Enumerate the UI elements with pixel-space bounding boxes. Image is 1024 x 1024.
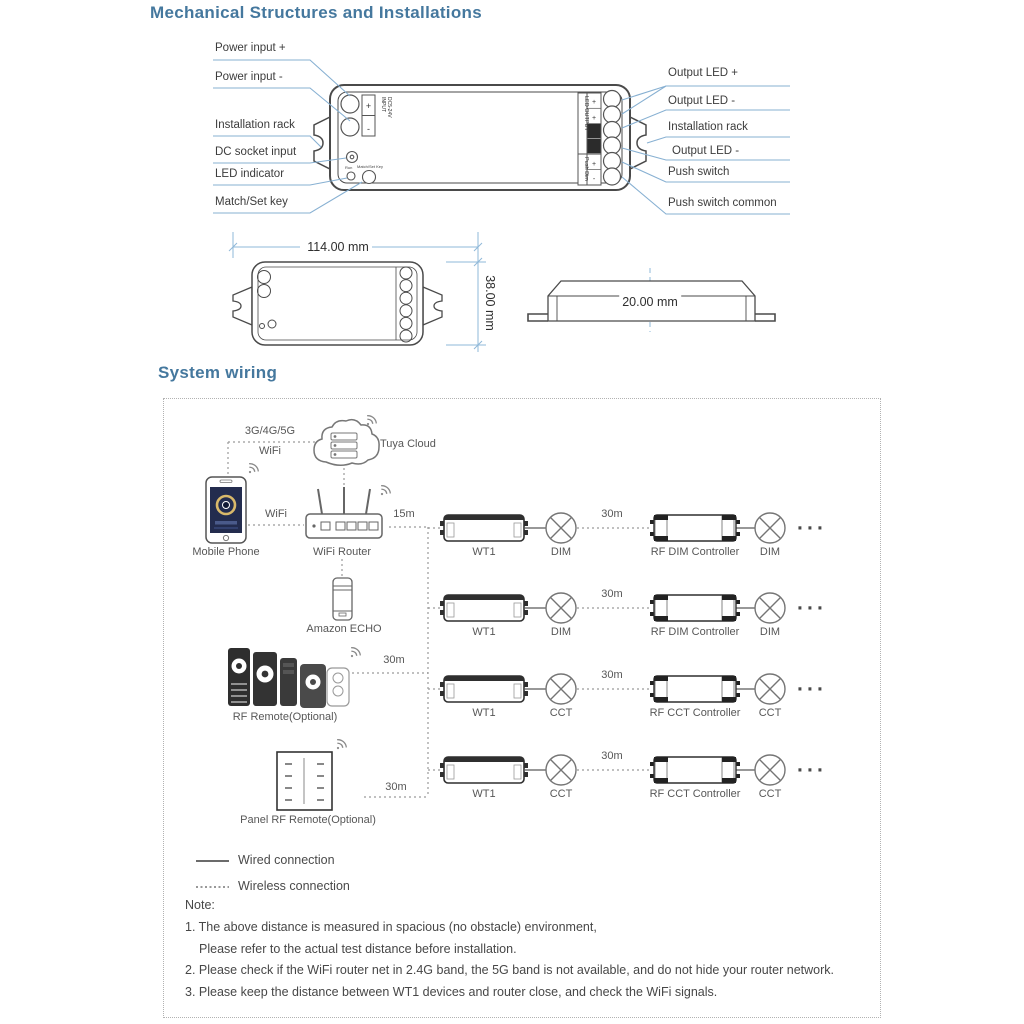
- label-output-led-plus: Output LED +: [668, 67, 738, 79]
- output-port-text: LED OUTPUT: [583, 96, 589, 131]
- terminal-mark-2: +: [591, 115, 597, 122]
- label-rf-controller: RF CCT Controller: [649, 788, 741, 800]
- label-push-switch: Push switch: [668, 166, 730, 178]
- note-line-4: 3. Please keep the distance between WT1 devices and router close, and check the WiFi signals.: [185, 985, 718, 999]
- legend-wired: Wired connection: [238, 853, 335, 867]
- ellipsis-more: ···: [797, 759, 827, 782]
- label-distance-15m: 15m: [393, 508, 415, 520]
- terminal-mark-5: +: [591, 161, 597, 168]
- note-line-2: Please refer to the actual test distance before installation.: [199, 942, 517, 956]
- push-dim-text: Push Dim: [583, 157, 589, 181]
- label-wt1: WT1: [472, 546, 496, 558]
- label-rf-remote-distance: 30m: [383, 654, 405, 666]
- note-line-1: 1. The above distance is measured in spacious (no obstacle) environment,: [185, 920, 597, 934]
- label-match-set-key: Match/Set key: [215, 196, 288, 208]
- label-lamp-type: CCT: [758, 788, 782, 800]
- label-power-input-plus: Power input +: [215, 42, 286, 54]
- dimension-width: 114.00 mm: [307, 240, 369, 254]
- label-lamp-type: DIM: [550, 626, 572, 638]
- label-power-input-minus: Power input -: [215, 71, 283, 83]
- label-wt1: WT1: [472, 788, 496, 800]
- label-distance-30m: 30m: [601, 750, 623, 762]
- label-lamp-type: DIM: [759, 546, 781, 558]
- match-set-button: [363, 171, 376, 184]
- label-installation-rack-right: Installation rack: [668, 121, 748, 133]
- input-minus-mark: -: [367, 124, 370, 134]
- dimension-height: 38.00 mm: [483, 275, 498, 331]
- label-wifi-link: WiFi: [265, 508, 287, 520]
- terminal-mark-6: -: [592, 176, 596, 183]
- label-dc-socket-input: DC socket input: [215, 146, 297, 158]
- input-port-text: INPUT: [380, 97, 386, 112]
- label-installation-rack-left: Installation rack: [215, 119, 295, 131]
- match-key-tiny-text: Match/Set Key: [357, 164, 384, 169]
- mechanical-section-title: Mechanical Structures and Installations: [150, 3, 482, 22]
- label-rf-remote: RF Remote(Optional): [232, 711, 338, 723]
- dimension-depth: 20.00 mm: [619, 295, 681, 309]
- label-distance-30m: 30m: [601, 669, 623, 681]
- label-rf-controller: RF DIM Controller: [650, 626, 740, 638]
- label-output-led-minus-2: Output LED -: [672, 145, 740, 157]
- label-panel-remote-distance: 30m: [385, 781, 407, 793]
- device-front-view: [314, 85, 646, 190]
- label-cell-wifi: WiFi: [259, 445, 281, 457]
- legend-wireless: Wireless connection: [238, 879, 350, 893]
- label-rf-controller: RF DIM Controller: [650, 546, 740, 558]
- label-distance-30m: 30m: [601, 588, 623, 600]
- label-lamp-type: CCT: [758, 707, 782, 719]
- note-line-3: 2. Please check if the WiFi router net in 2.4G band, the 5G band is not available, and do not hide your router network.: [185, 963, 834, 977]
- label-wt1: WT1: [472, 707, 496, 719]
- label-cell-network: 3G/4G/5G: [244, 425, 296, 437]
- label-rf-controller: RF CCT Controller: [649, 707, 741, 719]
- ellipsis-more: ···: [797, 597, 827, 620]
- dc-socket-icon: [347, 152, 358, 163]
- ellipsis-more: ···: [797, 678, 827, 701]
- input-voltage-text: DC5-24V: [386, 97, 392, 118]
- label-lamp-type: CCT: [549, 788, 573, 800]
- label-push-switch-common: Push switch common: [668, 197, 777, 209]
- label-tuya-cloud: Tuya Cloud: [380, 438, 436, 450]
- input-plus-mark: +: [365, 101, 372, 111]
- label-mobile-phone: Mobile Phone: [192, 546, 260, 558]
- label-distance-30m: 30m: [601, 508, 623, 520]
- label-wt1: WT1: [472, 626, 496, 638]
- note-title: Note:: [185, 898, 215, 912]
- label-output-led-minus-1: Output LED -: [668, 95, 736, 107]
- top-view-drawing: [233, 262, 442, 345]
- wiring-section-title: System wiring: [158, 363, 278, 382]
- label-lamp-type: DIM: [550, 546, 572, 558]
- led-indicator-dot: [347, 172, 355, 180]
- label-panel-rf-remote: Panel RF Remote(Optional): [240, 814, 376, 826]
- terminal-mark-1: +: [591, 99, 597, 106]
- label-lamp-type: DIM: [759, 626, 781, 638]
- label-led-indicator: LED indicator: [215, 168, 285, 180]
- label-wifi-router: WiFi Router: [312, 546, 372, 558]
- label-lamp-type: CCT: [549, 707, 573, 719]
- label-amazon-echo: Amazon ECHO: [306, 623, 382, 635]
- run-tiny-text: Run: [345, 165, 353, 170]
- ellipsis-more: ···: [797, 517, 827, 540]
